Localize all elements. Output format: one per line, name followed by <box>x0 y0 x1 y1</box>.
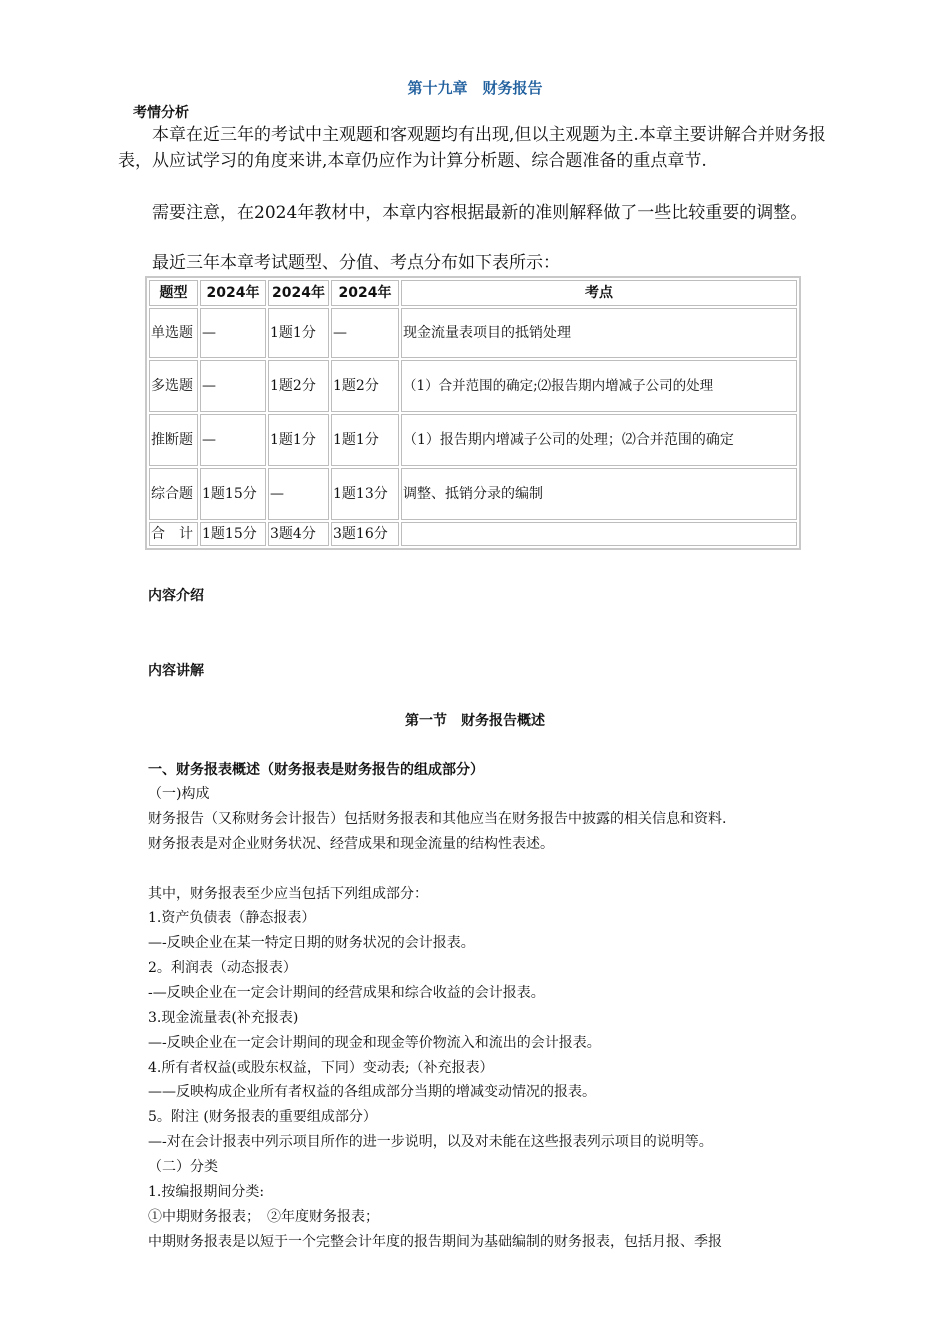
body-line: 2。利润表（动态报表） <box>148 960 297 976</box>
section-content-explain: 内容讲解 <box>148 663 204 679</box>
table-header-cell: 题型 <box>149 280 198 306</box>
table-cell: 现金流量表项目的抵销处理 <box>401 308 797 358</box>
table-cell: — <box>331 308 399 358</box>
body-line: —-反映企业在一定会计期间的现金和现金等价物流入和流出的会计报表。 <box>148 1035 601 1051</box>
body-line: 1.资产负债表（静态报表） <box>148 910 316 926</box>
table-header-cell: 2024年 <box>268 280 329 306</box>
table-cell: 合 计 <box>149 522 198 546</box>
table-cell: 调整、抵销分录的编制 <box>401 468 797 520</box>
table-row <box>149 308 797 358</box>
table-cell: 3题16分 <box>331 522 399 546</box>
table-header-row <box>149 280 797 306</box>
table-cell: 多选题 <box>149 360 198 412</box>
table-cell: 1题2分 <box>331 360 399 412</box>
table-cell: 1题1分 <box>268 308 329 358</box>
table-cell: 1题1分 <box>331 414 399 466</box>
section1-title: 第一节 财务报告概述 <box>405 713 545 729</box>
table-row <box>149 468 797 520</box>
body-line: 其中，财务报表至少应当包括下列组成部分： <box>148 886 428 902</box>
table-row <box>149 360 797 412</box>
table-cell: 1题15分 <box>200 468 266 520</box>
table-header-cell: 考点 <box>401 280 797 306</box>
body-line: ——反映构成企业所有者权益的各组成部分当期的增减变动情况的报表。 <box>148 1084 596 1100</box>
paragraph-overview: 本章在近三年的考试中主观题和客观题均有出现,但以主观题为主.本章主要讲解合并财务报表，从应试学习的角度来讲,本章仍应作为计算分析题、综合题准备的重点章节. <box>118 125 826 171</box>
body-line: （一)构成 <box>148 786 210 802</box>
body-line: —-对在会计报表中列示项目所作的进一步说明，以及对未能在这些报表列示项目的说明等。 <box>148 1134 713 1150</box>
body-line: 4.所有者权益(或股东权益，下同）变动表;（补充报表） <box>148 1060 494 1076</box>
table-cell: 1题13分 <box>331 468 399 520</box>
table-header-cell: 2024年 <box>331 280 399 306</box>
table-cell: 1题15分 <box>200 522 266 546</box>
body-line: 财务报告（又称财务会计报告）包括财务报表和其他应当在财务报告中披露的相关信息和资料. <box>148 811 727 827</box>
table-cell: 推断题 <box>149 414 198 466</box>
section-exam-analysis: 考情分析 <box>133 105 189 121</box>
table-cell: （1）报告期内增减子公司的处理；⑵合并范围的确定 <box>401 414 797 466</box>
table-cell: — <box>200 414 266 466</box>
body-line: —-反映企业在某一特定日期的财务状况的会计报表。 <box>148 935 475 951</box>
part1-heading: 一、财务报表概述（财务报表是财务报告的组成部分） <box>148 762 484 778</box>
table-cell: — <box>268 468 329 520</box>
body-line: 中期财务报表是以短于一个完整会计年度的报告期间为基础编制的财务报表，包括月报、季报 <box>148 1234 722 1250</box>
table-row <box>149 414 797 466</box>
exam-stats-table <box>145 276 801 550</box>
table-cell <box>401 522 797 546</box>
table-row <box>149 522 797 546</box>
table-cell: 单选题 <box>149 308 198 358</box>
body-line: 5。附注 (财务报表的重要组成部分） <box>148 1109 377 1125</box>
body-line: 财务报表是对企业财务状况、经营成果和现金流量的结构性表述。 <box>148 836 554 852</box>
table-cell: 1题1分 <box>268 414 329 466</box>
body-line: 3.现金流量表(补充报表) <box>148 1010 299 1026</box>
chapter-title: 第十九章 财务报告 <box>407 79 543 97</box>
paragraph-table-intro: 最近三年本章考试题型、分值、考点分布如下表所示： <box>152 253 560 273</box>
table-cell: 1题2分 <box>268 360 329 412</box>
table-cell: 3题4分 <box>268 522 329 546</box>
body-line: 1.按编报期间分类: <box>148 1184 265 1200</box>
body-line: （二）分类 <box>148 1159 218 1175</box>
paragraph-note: 需要注意，在2024年教材中，本章内容根据最新的准则解释做了一些比较重要的调整。 <box>152 203 808 223</box>
table-cell: （1）合并范围的确定;⑵报告期内增减子公司的处理 <box>401 360 797 412</box>
table-header-cell: 2024年 <box>200 280 266 306</box>
table-cell: — <box>200 360 266 412</box>
body-line: -—反映企业在一定会计期间的经营成果和综合收益的会计报表。 <box>148 985 545 1001</box>
body-line: ①中期财务报表； ②年度财务报表； <box>148 1209 379 1225</box>
table-cell: 综合题 <box>149 468 198 520</box>
section-content-intro: 内容介绍 <box>148 588 204 604</box>
table-cell: — <box>200 308 266 358</box>
